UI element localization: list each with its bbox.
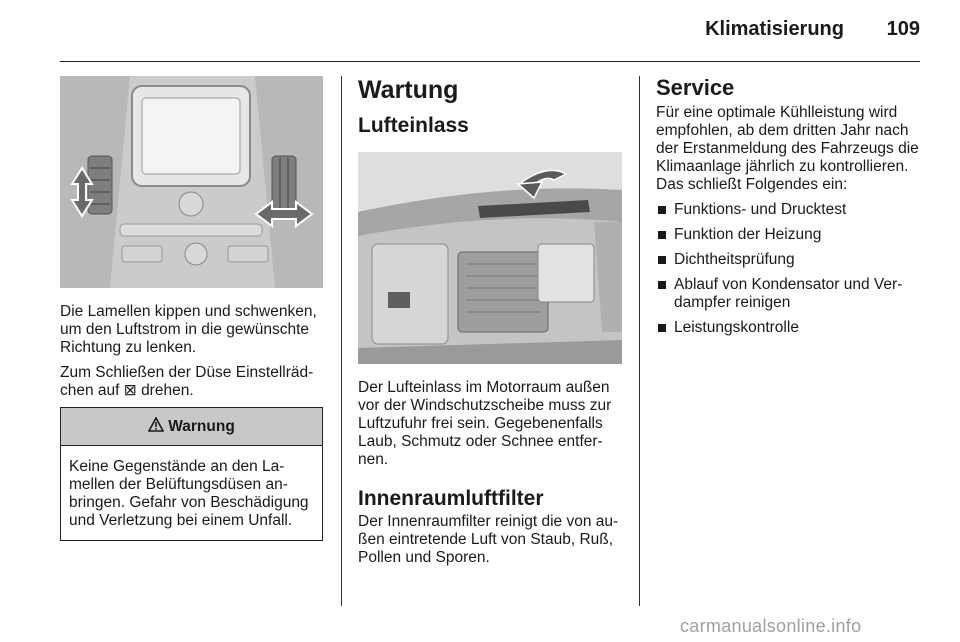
bullet-icon — [658, 231, 666, 239]
watermark: carmanualsonline.info — [680, 616, 862, 636]
subsection-heading: Lufteinlass — [358, 114, 469, 137]
page-number: 109 — [886, 18, 920, 40]
list-item: Funktions- und Drucktest — [656, 201, 920, 219]
column-right — [656, 76, 920, 344]
header-rule — [60, 61, 920, 62]
paragraph: Die Lamellen kippen und schwenken, um den Luftstrom in die gewünschte Richtung zu lenken. — [60, 303, 317, 356]
paragraph: Zum Schließen der Düse Einstellrädchen auf ⊠ drehen. — [60, 364, 314, 399]
warning-title: Warnung — [168, 417, 235, 435]
column-middle — [358, 76, 622, 574]
paragraph: Der Innenraumfilter reinigt die von außen eintretende Luft von Staub, Ruß, Pollen und Sporen. — [358, 513, 619, 566]
engine-bay-illustration — [358, 152, 622, 364]
column-left — [60, 76, 323, 541]
bullet-icon — [658, 206, 666, 214]
bullet-icon — [658, 256, 666, 264]
paragraph: Der Lufteinlass im Motorraum außen vor der Windschutzscheibe muss zur Luftzufuhr frei sein. Gegebenenfalls Laub, Schmutz oder Schnee entfernen. — [358, 379, 612, 468]
paragraph: Für eine optimale Kühlleistung wird empfohlen, ab dem dritten Jahr nach der Erstanmeldung des Fahrzeugs die Klimaanlage jährlich zu kontrollieren. Das schließt Folgendes ein: — [656, 104, 919, 193]
section-heading: Wartung — [358, 76, 459, 104]
dashboard-vents-illustration — [60, 76, 323, 288]
list-item: Leistungskontrolle — [656, 319, 920, 337]
list-item: Funktion der Heizung — [656, 226, 920, 244]
page-header-title: Klimatisierung — [705, 18, 844, 40]
column-divider — [341, 76, 342, 606]
subsection-heading: Innenraumluftfilter — [358, 487, 544, 510]
warning-triangle-icon — [148, 417, 164, 437]
bullet-icon — [658, 281, 666, 289]
warning-text: Keine Gegenstände an den Lamellen der Belüftungsdüsen anbringen. Gefahr von Beschädigung und Verletzung bei einem Unfall. — [69, 458, 309, 529]
column-divider — [639, 76, 640, 606]
warning-box — [60, 407, 323, 541]
warning-header — [61, 408, 322, 446]
list-item: Ablauf von Kondensator und Verdampfer reinigen — [656, 276, 920, 312]
section-heading: Service — [656, 75, 735, 100]
list-item: Dichtheitsprüfung — [656, 251, 920, 269]
bullet-icon — [658, 324, 666, 332]
